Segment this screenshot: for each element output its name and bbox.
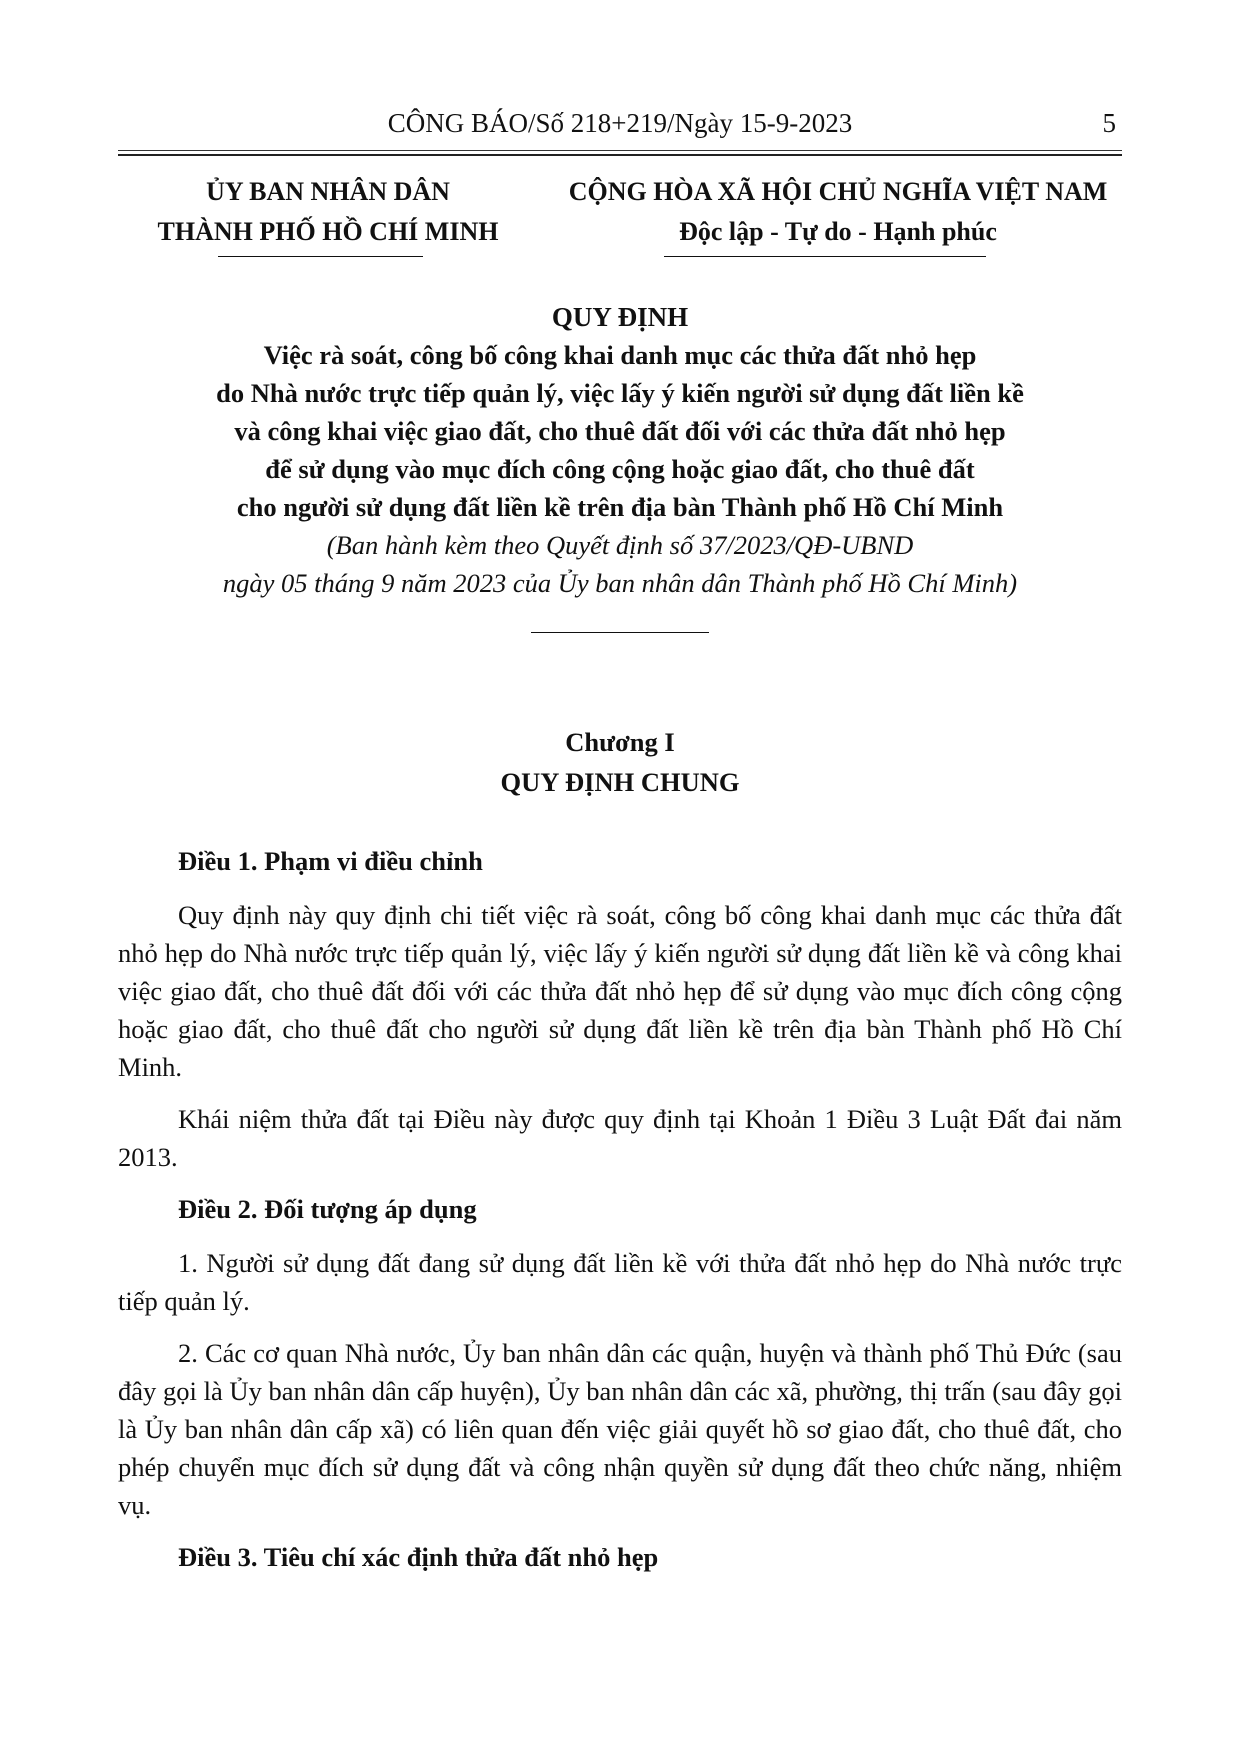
article-heading: Điều 2. Đối tượng áp dụng [178,1194,477,1224]
gazette-title: CÔNG BÁO/Số 218+219/Ngày 15-9-2023 [387,108,853,138]
chapter-heading [118,722,1122,802]
article-heading: Điều 1. Phạm vi điều chỉnh [178,846,483,876]
regulation-title: QUY ĐỊNH [551,302,689,332]
article-paragraph: 2. Các cơ quan Nhà nước, Ủy ban nhân dân các quận, huyện và thành phố Thủ Đức (sau đây gọi là Ủy ban nhân dân cấp huyện), Ủy ban nhân dân các xã, phường, thị trấn (sau đây gọi là Ủy ban nhân dân cấp xã) có liên quan đến việc giải quyết hồ sơ giao đất, cho thuê đất, cho phép chuyển mục đích sử dụng đất và công nhận quyền sử dụng đất theo chức năng, nhiệm vụ. [118,1338,1122,1520]
subtitle-line: và công khai việc giao đất, cho thuê đất đối với các thửa đất nhỏ hẹp [234,416,1006,446]
subtitle-line: để sử dụng vào mục đích công cộng hoặc giao đất, cho thuê đất [265,454,975,484]
article-paragraph: 1. Người sử dụng đất đang sử dụng đất liền kề với thửa đất nhỏ hẹp do Nhà nước trực tiếp quản lý. [118,1248,1122,1316]
page-number: 5 [1102,108,1116,138]
subtitle-line: do Nhà nước trực tiếp quản lý, việc lấy ý kiến người sử dụng đất liền kề [216,378,1024,408]
subtitle-line: Việc rà soát, công bố công khai danh mục các thửa đất nhỏ hẹp [263,340,977,370]
running-head [118,108,1122,148]
document-header [118,172,1122,262]
national-name: CỘNG HÒA XÃ HỘI CHỦ NGHĨA VIỆT NAM [568,177,1108,206]
chapter-name: QUY ĐỊNH CHUNG [500,767,740,797]
national-motto-block [538,172,1138,252]
article-heading: Điều 3. Tiêu chí xác định thửa đất nhỏ hẹp [178,1542,659,1572]
header-divider [118,150,1122,156]
document-body [118,842,1122,1592]
issuance-note: ngày 05 tháng 9 năm 2023 của Ủy ban nhân dân Thành phố Hồ Chí Minh) [222,568,1018,598]
subtitle-line: cho người sử dụng đất liền kề trên địa bàn Thành phố Hồ Chí Minh [236,492,1004,522]
national-motto: Độc lập - Tự do - Hạnh phúc [679,217,997,246]
issuer-block [128,172,528,252]
issuer-underline [218,256,423,257]
chapter-number: Chương I [565,727,675,757]
issuer-line-2: THÀNH PHỐ HỒ CHÍ MINH [157,217,499,246]
article-paragraph: Quy định này quy định chi tiết việc rà soát, công bố công khai danh mục các thửa đất nhỏ hẹp do Nhà nước trực tiếp quản lý, việc lấy ý kiến người sử dụng đất liền kề và công khai việc giao đất, cho thuê đất đối với các thửa đất nhỏ hẹp để sử dụng vào mục đích công cộng hoặc giao đất, cho thuê đất cho người sử dụng đất liền kề trên địa bàn Thành phố Hồ Chí Minh. [118,900,1122,1082]
motto-underline [664,256,986,257]
issuance-note: (Ban hành kèm theo Quyết định số 37/2023/QĐ-UBND [326,530,914,560]
issuer-line-1: ỦY BAN NHÂN DÂN [206,177,450,206]
regulation-title-block [118,298,1122,633]
title-divider [531,632,709,633]
article-paragraph: Khái niệm thửa đất tại Điều này được quy định tại Khoản 1 Điều 3 Luật Đất đai năm 2013. [118,1104,1122,1172]
